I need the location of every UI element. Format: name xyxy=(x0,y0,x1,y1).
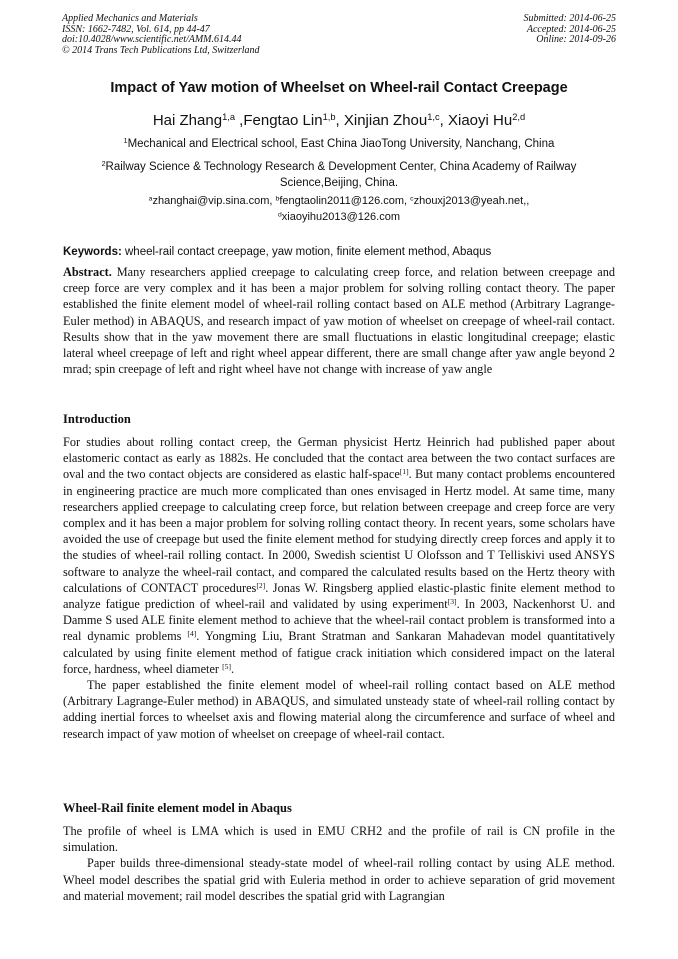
author-separator: , xyxy=(335,112,344,129)
email-mark: c xyxy=(410,195,414,203)
author-name: Hai Zhang xyxy=(152,112,223,129)
author-affiliation-mark: 1,b xyxy=(322,111,336,122)
affiliation-mark: 2 xyxy=(101,160,106,169)
introduction-body xyxy=(63,434,615,742)
author-affiliation-mark: 1,c xyxy=(427,111,440,122)
paragraph-text: . Jonas W. Ringsberg applied elastic-plastic finite element method to analyze fatigue prediction of wheel-rail and validated by using experiment xyxy=(63,580,616,612)
author-separator: , xyxy=(235,112,244,129)
author-separator: , xyxy=(439,112,448,129)
introduction-paragraph-2: The paper established the finite element model of wheel-rail rolling contact based on ALE method (Arbitrary Lagrange-Euler method) in ABAQUS, and simulated unsteady state of wheel-rail rolling contact by adding inertial forces to wheelset axis and flowing material along the circumference and surface of wheel and research impact of yaw motion of wheelset on creepage of wheel-rail contact. xyxy=(63,678,615,741)
email-mark: b xyxy=(275,195,280,203)
author-list xyxy=(0,112,678,129)
author-name: Fengtao Lin xyxy=(243,112,323,129)
email-line xyxy=(72,209,606,225)
introduction-paragraph-1 xyxy=(63,434,615,677)
journal-info xyxy=(62,14,260,56)
citation-4: [4] xyxy=(187,629,197,639)
abstract-text: Many researchers applied creepage to calculating creep force, and relation between creepage and creep force are very complex and it has been a major problem for solving rolling contact theory. The paper established the finite element model of wheel-rail rolling contact based on ALE method (Arbitrary Lagrange-Euler method) in ABAQUS, and research impact of yaw motion of wheelset on creepage of wheel-rail contact. Results show that in the yaw movement there are small fluctuations in elastic longitudinal creepage; elastic lateral wheel creepage of left and right wheel appear different, there are small change after yaw angle beyond 2 mrad; spin creepage of left and right wheel have not change with increase of yaw angle xyxy=(63,265,615,377)
email-mark: d xyxy=(278,211,282,219)
citation-5: [5] xyxy=(222,661,231,671)
affiliation-text: Mechanical and Electrical school, East China JiaoTong University, Nanchang, China xyxy=(127,138,555,150)
journal-copyright: © 2014 Trans Tech Publications Ltd, Switzerland xyxy=(62,44,260,56)
journal-issn: ISSN: 1662-7482, Vol. 614, pp 44-47 xyxy=(62,23,210,35)
keywords-label: Keywords: xyxy=(63,246,122,258)
citation-3: [3] xyxy=(447,596,457,606)
paragraph-text: . Yongming Liu, Brant Stratman and Sankaran Mahadevan model quantitatively calculated by using finite element method of fatigue crack initiation which considered impact on the lateral force, hardness, wheel diameter xyxy=(63,629,615,676)
journal-doi: doi:10.4028/www.scientific.net/AMM.614.44 xyxy=(62,34,242,45)
abstract xyxy=(63,264,615,377)
submitted-date: Submitted: 2014-06-25 xyxy=(523,13,616,24)
model-section-body xyxy=(63,823,615,904)
paper-title: Impact of Yaw motion of Wheelset on Wheel-rail Contact Creepage xyxy=(110,80,568,96)
author-affiliation-mark: 2,d xyxy=(512,111,526,122)
paragraph-text: . xyxy=(230,661,235,676)
paragraph-text: . But many contact problems encountered in engineering practice are much more complicated than ones envisaged in Hertz model. At same time, many researchers applied creepage to calculating creep force, but relation between creepage and creep force are very complex and it has been a major problem for solving rolling contact theory. In recent years, some scholars have avoided the use of creepage but used the finite element method for studying directly creep forces and apply it to the studies of wheel-rail rolling contact. In 2000, Swedish scientist U Olofsson and T Telliskivi used ANSYS software to analyze the wheel-rail contact, and compared the calculated results based on the Hertz theory with calculations of CONTACT procedures xyxy=(63,467,615,595)
email-mark: a xyxy=(148,195,153,203)
author-name: Xinjian Zhou xyxy=(343,112,428,129)
paragraph-text: . In 2003, Nackenhorst U. and Damme S used ALE finite element method to achieve that the wheel-rail contact problem is transformed into a real dynamic problems xyxy=(63,597,615,644)
accepted-date: Accepted: 2014-06-25 xyxy=(526,23,616,35)
email-address: xiaoyihu2013@126.com xyxy=(281,211,400,223)
author-name: Xiaoyi Hu xyxy=(448,112,513,129)
model-paragraph-1: The profile of wheel is LMA which is used in EMU CRH2 and the profile of rail is CN profile in the simulation. xyxy=(63,824,615,855)
paragraph-text: For studies about rolling contact creep, the German physicist Hertz Heinrich had published paper about elastomeric contact as early as 1882s. He concluded that the contact area between the two contact surfaces are oval and the two contact objects are considered as elastic half-space xyxy=(63,435,615,482)
email-address: fengtaolin2011@126.com, xyxy=(279,195,411,207)
author-emails xyxy=(72,193,606,225)
submission-dates xyxy=(524,14,617,46)
journal-name: Applied Mechanics and Materials xyxy=(62,13,198,24)
citation-1: [1] xyxy=(399,467,409,477)
keywords-text: wheel-rail contact creepage, yaw motion, finite element method, Abaqus xyxy=(125,246,492,258)
email-address: zhouxj2013@yeah.net,, xyxy=(413,195,530,207)
abstract-label: Abstract. xyxy=(63,265,112,279)
section-heading-introduction: Introduction xyxy=(63,412,131,426)
citation-2: [2] xyxy=(256,580,266,590)
keywords xyxy=(63,244,615,260)
affiliation-1 xyxy=(72,136,606,152)
model-paragraph-2: Paper builds three-dimensional steady-state model of wheel-rail rolling contact by using ALE method. Wheel model describes the spatial grid with Euleria method in order to achieve separation of grid movement and material movement; rail model describes the spatial grid with Lagrangian xyxy=(63,856,615,903)
email-address: zhanghai@vip.sina.com, xyxy=(152,195,276,207)
online-date: Online: 2014-09-26 xyxy=(536,34,616,45)
email-line xyxy=(72,193,606,209)
author-affiliation-mark: 1,a xyxy=(222,111,235,122)
affiliation-2 xyxy=(72,159,606,191)
section-heading-model: Wheel-Rail finite element model in Abaqus xyxy=(63,801,292,815)
affiliation-text: Railway Science & Technology Research & Development Center, China Academy of Railway Science,Beijing, China. xyxy=(105,161,577,189)
affiliation-mark: 1 xyxy=(123,137,128,146)
